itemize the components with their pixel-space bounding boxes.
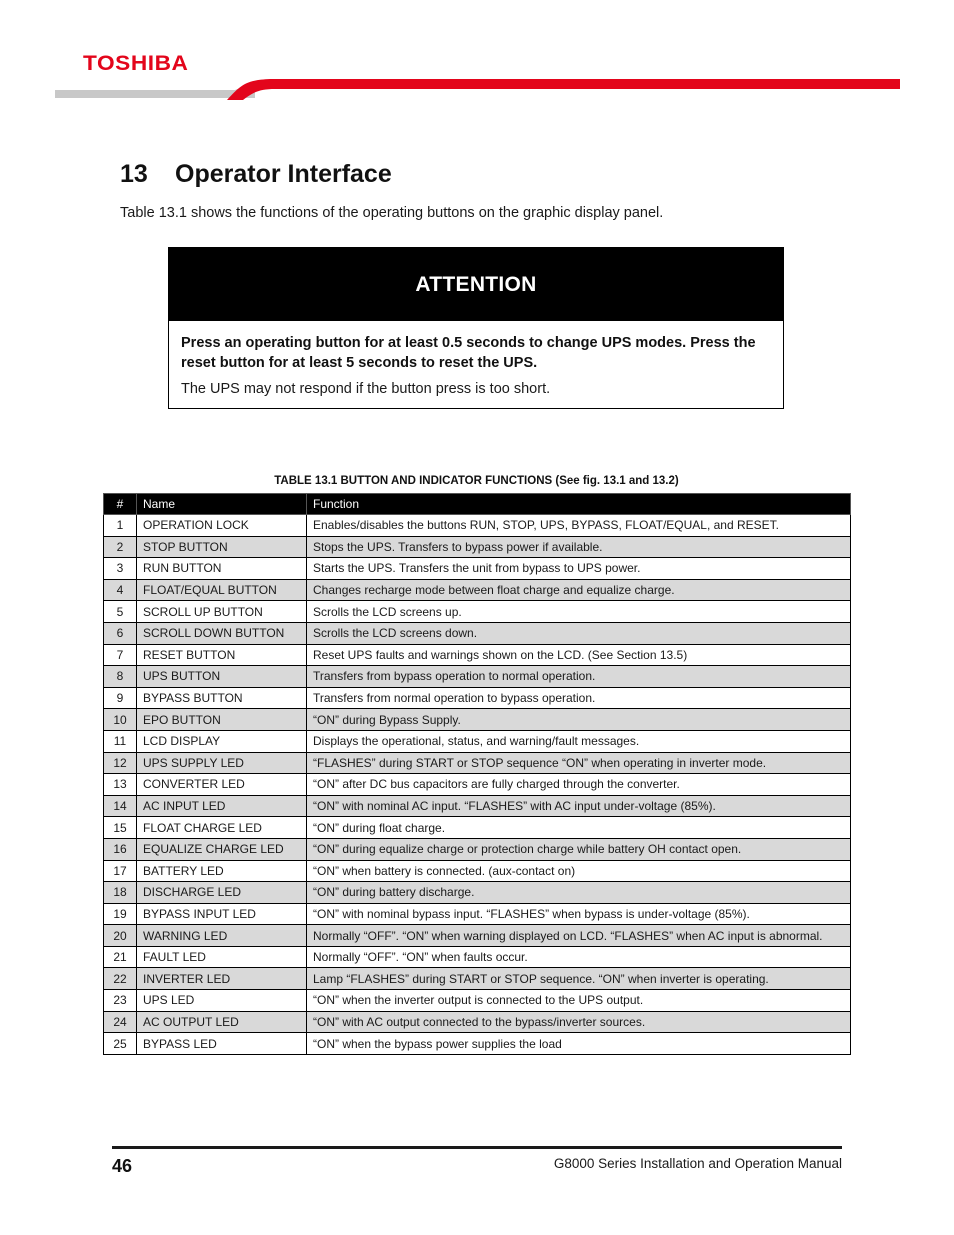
table-row	[104, 558, 851, 580]
row-number: 13	[104, 774, 137, 796]
row-number: 14	[104, 795, 137, 817]
row-name: BYPASS LED	[137, 1033, 307, 1055]
row-function: “ON” during battery discharge.	[307, 882, 851, 904]
row-number: 24	[104, 1011, 137, 1033]
row-function: Normally “OFF”. “ON” when faults occur.	[307, 946, 851, 968]
row-function: Normally “OFF”. “ON” when warning displayed on LCD. “FLASHES” when AC input is abnormal.	[307, 925, 851, 947]
row-name: EQUALIZE CHARGE LED	[137, 838, 307, 860]
table-row	[104, 795, 851, 817]
row-number: 6	[104, 622, 137, 644]
table-row	[104, 752, 851, 774]
row-number: 4	[104, 579, 137, 601]
page-number: 46	[112, 1156, 133, 1176]
table-row	[104, 925, 851, 947]
row-function: “FLASHES” during START or STOP sequence “ON” when operating in inverter mode.	[307, 752, 851, 774]
chapter-title-text: Operator Interface	[175, 160, 392, 188]
toshiba-logo: TOSHIBA	[83, 52, 189, 75]
row-function: “ON” when the inverter output is connected to the UPS output.	[307, 990, 851, 1012]
row-function: Starts the UPS. Transfers the unit from bypass to UPS power.	[307, 558, 851, 580]
row-name: UPS BUTTON	[137, 666, 307, 688]
row-function: Scrolls the LCD screens up.	[307, 601, 851, 623]
row-number: 20	[104, 925, 137, 947]
row-number: 10	[104, 709, 137, 731]
table-row	[104, 990, 851, 1012]
table-row	[104, 515, 851, 537]
row-function: Reset UPS faults and warnings shown on the LCD. (See Section 13.5)	[307, 644, 851, 666]
table-row	[104, 968, 851, 990]
row-number: 19	[104, 903, 137, 925]
row-name: AC INPUT LED	[137, 795, 307, 817]
row-function: “ON” with AC output connected to the bypass/inverter sources.	[307, 1011, 851, 1033]
row-number: 18	[104, 882, 137, 904]
row-name: FLOAT/EQUAL BUTTON	[137, 579, 307, 601]
row-number: 22	[104, 968, 137, 990]
row-name: AC OUTPUT LED	[137, 1011, 307, 1033]
header-name: Name	[137, 494, 307, 515]
row-number: 16	[104, 838, 137, 860]
row-name: BATTERY LED	[137, 860, 307, 882]
row-name: RUN BUTTON	[137, 558, 307, 580]
attention-note: The UPS may not respond if the button press is too short.	[181, 381, 551, 397]
table-row	[104, 536, 851, 558]
table-row	[104, 601, 851, 623]
row-name: UPS SUPPLY LED	[137, 752, 307, 774]
table-row	[104, 774, 851, 796]
row-function: Changes recharge mode between float charge and equalize charge.	[307, 579, 851, 601]
table-row	[104, 579, 851, 601]
row-function: “ON” after DC bus capacitors are fully charged through the converter.	[307, 774, 851, 796]
row-function: Transfers from normal operation to bypass operation.	[307, 687, 851, 709]
row-function: Lamp “FLASHES” during START or STOP sequence. “ON” when inverter is operating.	[307, 968, 851, 990]
row-name: BYPASS INPUT LED	[137, 903, 307, 925]
table-row	[104, 946, 851, 968]
functions-table	[103, 493, 851, 1055]
row-function: Scrolls the LCD screens down.	[307, 622, 851, 644]
row-name: BYPASS BUTTON	[137, 687, 307, 709]
row-name: UPS LED	[137, 990, 307, 1012]
header-swoosh-bar	[55, 74, 900, 100]
row-name: SCROLL UP BUTTON	[137, 601, 307, 623]
row-name: EPO BUTTON	[137, 709, 307, 731]
row-function: Transfers from bypass operation to normal operation.	[307, 666, 851, 688]
attention-bold-text: Press an operating button for at least 0.5 seconds to change UPS modes. Press the reset button for at least 5 seconds to reset the UPS.	[181, 335, 756, 371]
table-row	[104, 709, 851, 731]
intro-paragraph: Table 13.1 shows the functions of the operating buttons on the graphic display panel.	[120, 205, 664, 221]
chapter-number: 13	[120, 160, 148, 188]
table-row	[104, 1011, 851, 1033]
row-number: 11	[104, 730, 137, 752]
table-row	[104, 903, 851, 925]
header-function: Function	[307, 494, 851, 515]
table-row	[104, 666, 851, 688]
table-row	[104, 730, 851, 752]
manual-title: G8000 Series Installation and Operation Manual	[553, 1156, 842, 1171]
header-number: #	[104, 494, 137, 515]
row-number: 23	[104, 990, 137, 1012]
row-number: 9	[104, 687, 137, 709]
row-function: “ON” during float charge.	[307, 817, 851, 839]
table-row	[104, 882, 851, 904]
row-name: FAULT LED	[137, 946, 307, 968]
row-function: “ON” with nominal AC input. “FLASHES” with AC input under-voltage (85%).	[307, 795, 851, 817]
table-row	[104, 838, 851, 860]
row-name: DISCHARGE LED	[137, 882, 307, 904]
row-number: 5	[104, 601, 137, 623]
row-function: “ON” during equalize charge or protection charge while battery OH contact open.	[307, 838, 851, 860]
attention-body	[169, 321, 783, 399]
table-row	[104, 622, 851, 644]
table-row	[104, 644, 851, 666]
row-function: Stops the UPS. Transfers to bypass power if available.	[307, 536, 851, 558]
row-name: FLOAT CHARGE LED	[137, 817, 307, 839]
row-name: OPERATION LOCK	[137, 515, 307, 537]
footer-rule	[112, 1146, 842, 1149]
row-function: “ON” with nominal bypass input. “FLASHES” when bypass is under-voltage (85%).	[307, 903, 851, 925]
row-number: 8	[104, 666, 137, 688]
table-row	[104, 1033, 851, 1055]
row-function: Displays the operational, status, and warning/fault messages.	[307, 730, 851, 752]
row-number: 1	[104, 515, 137, 537]
attention-box	[168, 247, 784, 409]
table-header-row	[104, 494, 851, 515]
row-function: Enables/disables the buttons RUN, STOP, UPS, BYPASS, FLOAT/EQUAL, and RESET.	[307, 515, 851, 537]
row-number: 17	[104, 860, 137, 882]
row-name: LCD DISPLAY	[137, 730, 307, 752]
row-function: “ON” during Bypass Supply.	[307, 709, 851, 731]
row-number: 7	[104, 644, 137, 666]
attention-heading: ATTENTION	[169, 248, 783, 321]
row-number: 25	[104, 1033, 137, 1055]
row-name: CONVERTER LED	[137, 774, 307, 796]
row-function: “ON” when battery is connected. (aux-contact on)	[307, 860, 851, 882]
row-number: 15	[104, 817, 137, 839]
row-number: 12	[104, 752, 137, 774]
row-function: “ON” when the bypass power supplies the load	[307, 1033, 851, 1055]
row-name: RESET BUTTON	[137, 644, 307, 666]
row-number: 3	[104, 558, 137, 580]
row-number: 21	[104, 946, 137, 968]
row-name: STOP BUTTON	[137, 536, 307, 558]
row-name: INVERTER LED	[137, 968, 307, 990]
chapter-title	[120, 160, 392, 189]
table-row	[104, 817, 851, 839]
row-name: WARNING LED	[137, 925, 307, 947]
table-caption: TABLE 13.1 BUTTON AND INDICATOR FUNCTIONS (See fig. 13.1 and 13.2)	[274, 475, 679, 487]
table-row	[104, 687, 851, 709]
table-row	[104, 860, 851, 882]
row-name: SCROLL DOWN BUTTON	[137, 622, 307, 644]
row-number: 2	[104, 536, 137, 558]
